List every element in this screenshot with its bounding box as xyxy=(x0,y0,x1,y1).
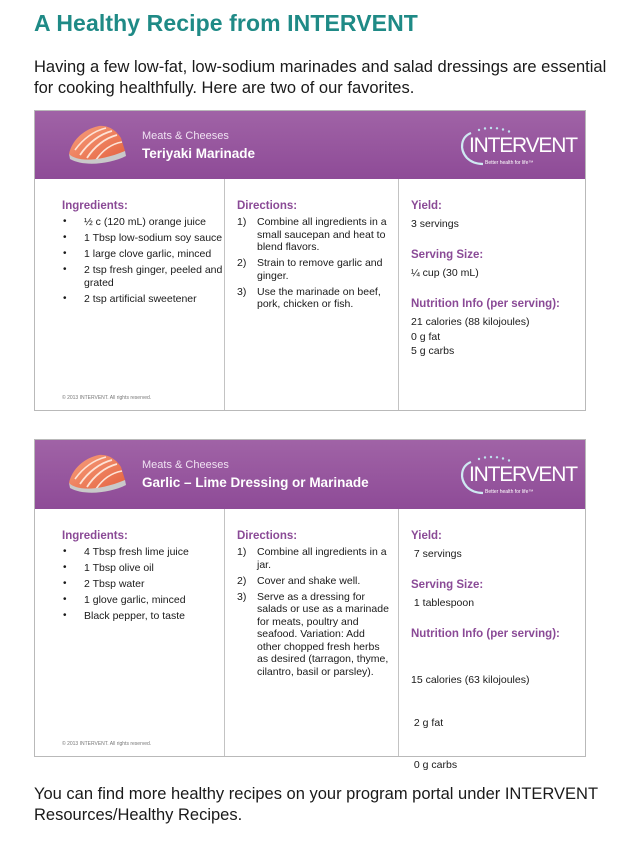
step-text: Strain to remove garlic and ginger. xyxy=(257,257,383,282)
step-text: Combine all ingredients in a jar. xyxy=(257,546,387,571)
ingredient-item: • 4 Tbsp fresh lime juice xyxy=(62,546,224,559)
nutrition-line: 0 g carbs xyxy=(411,759,458,771)
step-text: Combine all ingredients in a small saucepan and heat to blend flavors. xyxy=(257,216,387,253)
copyright-notice: © 2013 INTERVENT. All rights reserved. xyxy=(62,395,152,401)
nutrition-line: 0 g fat xyxy=(411,330,441,343)
yield-block xyxy=(411,200,586,231)
recipe-title: Teriyaki Marinade xyxy=(142,146,256,161)
nutrition-block xyxy=(411,628,586,801)
intervent-logo xyxy=(455,123,577,169)
serving-size-value: ¼ cup (30 mL) xyxy=(411,267,479,279)
logo-tagline: Better health for life™ xyxy=(485,160,534,166)
nutrition-values xyxy=(411,645,586,801)
copyright-notice: © 2013 INTERVENT. All rights reserved. xyxy=(62,741,152,747)
nutrition-heading: Nutrition Info (per serving): xyxy=(411,298,560,310)
directions-heading: Directions: xyxy=(237,530,298,542)
recipe-card-body xyxy=(35,509,585,771)
ingredient-item: • 1 large clove garlic, minced xyxy=(62,248,224,261)
nutrition-line: 21 calories (88 kilojoules) xyxy=(411,316,530,328)
ingredients-column xyxy=(35,179,224,410)
direction-step xyxy=(237,591,389,679)
outro-paragraph: You can find more healthy recipes on your program portal under INTERVENT Resources/Healthy Recipes. xyxy=(34,785,598,824)
ingredient-item: • Black pepper, to taste xyxy=(62,610,224,623)
ingredients-heading: Ingredients: xyxy=(62,530,128,542)
direction-step xyxy=(237,257,389,282)
recipe-category: Meats & Cheeses xyxy=(142,459,229,471)
step-number: 3) xyxy=(237,285,247,298)
yield-block xyxy=(411,530,586,561)
ingredient-item: • ½ c (120 mL) orange juice xyxy=(62,216,224,229)
info-column xyxy=(398,509,585,771)
recipe-card-header xyxy=(35,440,585,509)
recipe-card xyxy=(34,439,586,771)
step-text: Cover and shake well. xyxy=(257,574,361,587)
recipe-card-header xyxy=(35,111,585,179)
recipe-card-body xyxy=(35,179,585,410)
direction-step xyxy=(237,546,389,571)
info-column xyxy=(398,179,585,410)
ingredients-list xyxy=(62,216,224,309)
direction-step xyxy=(237,216,389,254)
directions-column xyxy=(224,509,398,756)
recipe-category: Meats & Cheeses xyxy=(142,130,229,142)
step-text: Use the marinade on beef, pork, chicken or fish. xyxy=(257,285,381,310)
step-number: 3) xyxy=(237,590,247,603)
logo-wordmark: INTERVENT xyxy=(469,463,577,486)
recipe-card xyxy=(34,110,586,411)
direction-step xyxy=(237,286,389,311)
step-number: 1) xyxy=(237,546,247,558)
directions-list xyxy=(237,216,389,314)
ingredients-column xyxy=(35,509,224,756)
recipe-title: Garlic – Lime Dressing or Marinade xyxy=(142,475,369,490)
ingredient-item: • 2 tsp fresh ginger, peeled and grated xyxy=(62,264,224,289)
yield-heading: Yield: xyxy=(411,530,442,542)
directions-list xyxy=(237,546,389,682)
nutrition-line: 5 g carbs xyxy=(411,345,455,357)
step-number: 1) xyxy=(237,216,247,228)
serving-size-heading: Serving Size: xyxy=(411,249,484,261)
direction-step xyxy=(237,575,389,588)
ingredients-heading: Ingredients: xyxy=(62,200,128,212)
ingredient-item: • 1 glove garlic, minced xyxy=(62,594,224,607)
intro-paragraph: Having a few low-fat, low-sodium marinades and salad dressings are essential for cooking healthfully. Here are two of our favorites. xyxy=(34,58,607,97)
logo-wordmark: INTERVENT xyxy=(469,134,577,157)
ingredients-list xyxy=(62,546,224,626)
directions-column xyxy=(224,179,398,410)
serving-size-heading: Serving Size: xyxy=(411,579,484,591)
nutrition-line: 15 calories (63 kilojoules) xyxy=(411,674,530,686)
serving-size-value: 1 tablespoon xyxy=(411,597,475,609)
page-title: A Healthy Recipe from INTERVENT xyxy=(34,10,418,36)
yield-value: 3 servings xyxy=(411,218,459,230)
yield-heading: Yield: xyxy=(411,200,442,212)
serving-size-block xyxy=(411,579,586,610)
nutrition-block xyxy=(411,298,586,359)
step-number: 2) xyxy=(237,574,247,587)
ingredient-item: • 2 Tbsp water xyxy=(62,578,224,591)
intervent-logo xyxy=(455,452,577,498)
directions-heading: Directions: xyxy=(237,200,298,212)
nutrition-heading: Nutrition Info (per serving): xyxy=(411,628,560,640)
nutrition-line: 2 g fat xyxy=(411,716,444,729)
ingredient-item: • 1 Tbsp olive oil xyxy=(62,562,224,575)
logo-tagline: Better health for life™ xyxy=(485,489,534,495)
ingredient-item: • 2 tsp artificial sweetener xyxy=(62,293,224,306)
yield-value: 7 servings xyxy=(411,548,462,560)
salmon-icon xyxy=(66,452,128,496)
step-number: 2) xyxy=(237,257,247,269)
ingredient-item: • 1 Tbsp low-sodium soy sauce xyxy=(62,232,224,245)
serving-size-block xyxy=(411,249,586,280)
salmon-icon xyxy=(66,123,128,167)
step-text: Serve as a dressing for salads or use as a marinade for meats, poultry and seafood. Variation: Add other chopped fresh herbs as desired (tarragon, thyme, cilantro, basil or parsley). xyxy=(257,590,389,678)
nutrition-values xyxy=(411,315,586,359)
